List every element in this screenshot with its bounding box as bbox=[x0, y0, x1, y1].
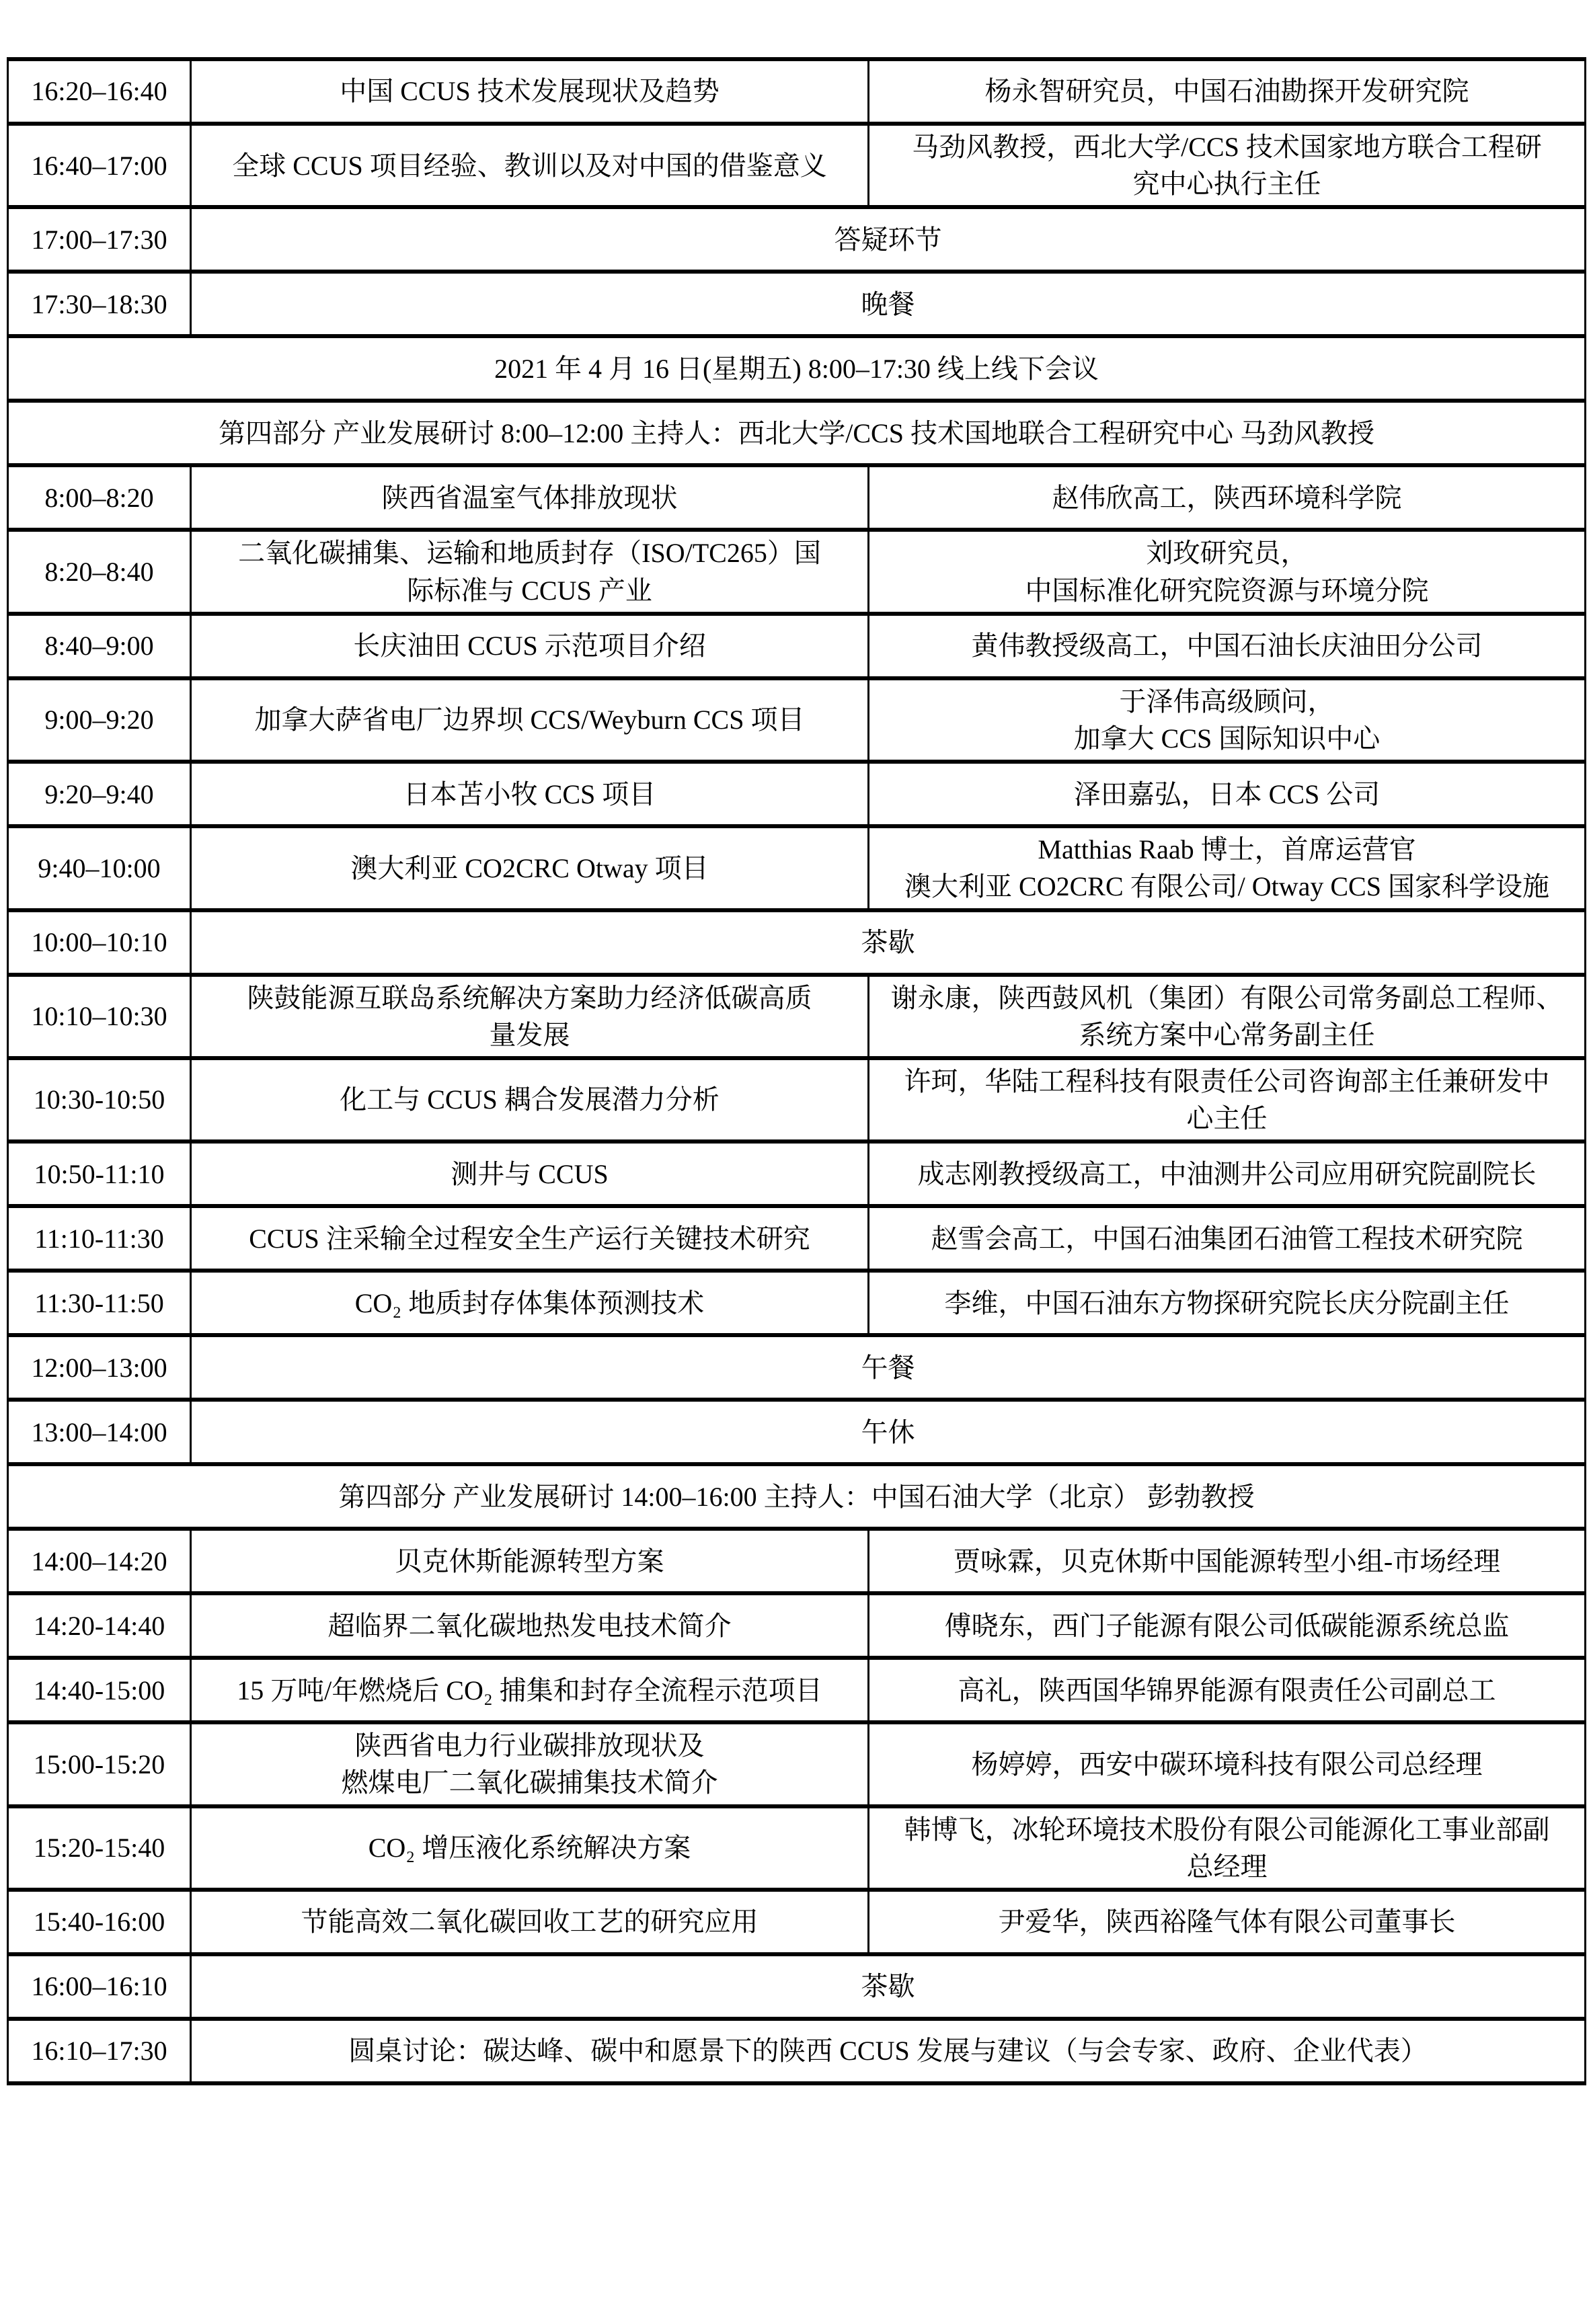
topic-cell bbox=[191, 1141, 869, 1206]
speaker-cell bbox=[869, 1058, 1586, 1141]
speaker-cell bbox=[869, 1206, 1586, 1271]
table-row bbox=[8, 910, 1586, 975]
cell-text-line: 晚餐 bbox=[861, 288, 915, 319]
table-row bbox=[8, 1335, 1586, 1400]
time-cell: 15:00-15:20 bbox=[8, 1722, 191, 1806]
cell-text-line: 李维，中国石油东方物探研究院长庆分院副主任 bbox=[944, 1287, 1510, 1318]
cell-text-line: CO₂ 地质封存体集体预测技术 bbox=[354, 1287, 705, 1318]
speaker-cell bbox=[869, 1890, 1586, 1954]
speaker-cell bbox=[869, 530, 1586, 613]
cell-text-line: 中国标准化研究院资源与环境分院 bbox=[1025, 575, 1429, 606]
time-cell: 16:20–16:40 bbox=[8, 59, 191, 124]
cell-text-line: Matthias Raab 博士，首席运营官 bbox=[1038, 834, 1416, 865]
table-row bbox=[8, 678, 1586, 762]
speaker-cell bbox=[869, 826, 1586, 910]
speaker-cell bbox=[869, 465, 1586, 530]
time-cell: 15:40-16:00 bbox=[8, 1890, 191, 1954]
cell-text-line: 韩博飞，冰轮环境技术股份有限公司能源化工事业部副 bbox=[904, 1814, 1550, 1845]
time-cell: 15:20-15:40 bbox=[8, 1806, 191, 1890]
topic-cell bbox=[191, 530, 869, 613]
cell-text-line: 圆桌讨论：碳达峰、碳中和愿景下的陕西 CCUS 发展与建议（与会专家、政府、企业代表） bbox=[348, 2036, 1428, 2067]
merged-label-cell bbox=[191, 1335, 1586, 1400]
cell-text-line: 答疑环节 bbox=[834, 224, 942, 255]
cell-text-line: 茶歇 bbox=[861, 926, 915, 957]
cell-text-line: 于泽伟高级顾问， bbox=[1119, 686, 1335, 717]
section-header-cell bbox=[8, 401, 1586, 465]
time-cell: 14:20-14:40 bbox=[8, 1593, 191, 1658]
table-row bbox=[8, 59, 1586, 124]
cell-text-line: 午休 bbox=[861, 1416, 915, 1447]
cell-text-line: 陕西省电力行业碳排放现状及 bbox=[354, 1730, 705, 1761]
speaker-cell bbox=[869, 762, 1586, 826]
cell-text-line: CO₂ 增压液化系统解决方案 bbox=[368, 1833, 691, 1864]
table-row bbox=[8, 1954, 1586, 2019]
topic-cell bbox=[191, 1806, 869, 1890]
table-row bbox=[8, 1806, 1586, 1890]
speaker-cell bbox=[869, 124, 1586, 207]
merged-label-cell bbox=[191, 1400, 1586, 1464]
cell-text-line: 测井与 CCUS bbox=[451, 1158, 609, 1189]
time-cell: 8:40–9:00 bbox=[8, 614, 191, 678]
time-cell: 17:00–17:30 bbox=[8, 207, 191, 272]
time-cell: 10:00–10:10 bbox=[8, 910, 191, 975]
topic-cell bbox=[191, 826, 869, 910]
cell-text-line: 澳大利亚 CO2CRC 有限公司/ Otway CCS 国家科学设施 bbox=[904, 871, 1549, 902]
table-row bbox=[8, 762, 1586, 826]
table-row bbox=[8, 530, 1586, 613]
table-row bbox=[8, 2019, 1586, 2083]
time-cell: 10:30-10:50 bbox=[8, 1058, 191, 1141]
cell-text-line: CCUS 注采输全过程安全生产运行关键技术研究 bbox=[249, 1223, 810, 1254]
merged-label-cell bbox=[191, 910, 1586, 975]
table-row bbox=[8, 1890, 1586, 1954]
time-cell: 13:00–14:00 bbox=[8, 1400, 191, 1464]
cell-text-line: 二氧化碳捕集、运输和地质封存（ISO/TC265）国 bbox=[238, 538, 821, 569]
cell-text-line: 第四部分 产业发展研讨 14:00–16:00 主持人：中国石油大学（北京） 彭勃教授 bbox=[338, 1481, 1255, 1512]
cell-text-line: 量发展 bbox=[489, 1019, 570, 1050]
topic-cell bbox=[191, 465, 869, 530]
table-row bbox=[8, 1658, 1586, 1722]
topic-cell bbox=[191, 614, 869, 678]
cell-text-line: 究中心执行主任 bbox=[1132, 169, 1321, 200]
cell-text-line: 陕西省温室气体排放现状 bbox=[381, 482, 678, 513]
cell-text-line: 日本苫小牧 CCS 项目 bbox=[403, 778, 656, 809]
topic-cell bbox=[191, 762, 869, 826]
cell-text-line: 际标准与 CCUS 产业 bbox=[407, 575, 652, 606]
table-row bbox=[8, 975, 1586, 1058]
cell-text-line: 澳大利亚 CO2CRC Otway 项目 bbox=[350, 852, 709, 883]
speaker-cell bbox=[869, 1593, 1586, 1658]
merged-label-cell bbox=[191, 207, 1586, 272]
cell-text-line: 总经理 bbox=[1186, 1851, 1268, 1882]
cell-text-line: 午餐 bbox=[861, 1352, 915, 1383]
cell-text-line: 泽田嘉弘，日本 CCS 公司 bbox=[1073, 778, 1381, 809]
speaker-cell bbox=[869, 1141, 1586, 1206]
cell-text-line: 许珂，华陆工程科技有限责任公司咨询部主任兼研发中 bbox=[904, 1066, 1550, 1096]
cell-text-line: 尹爱华，陕西裕隆气体有限公司董事长 bbox=[998, 1907, 1456, 1937]
table-row bbox=[8, 401, 1586, 465]
time-cell: 16:00–16:10 bbox=[8, 1954, 191, 2019]
time-cell: 9:00–9:20 bbox=[8, 678, 191, 762]
schedule-table-body bbox=[8, 59, 1586, 2083]
time-cell: 8:20–8:40 bbox=[8, 530, 191, 613]
table-row bbox=[8, 336, 1586, 401]
table-row bbox=[8, 1593, 1586, 1658]
cell-text-line: 赵雪会高工，中国石油集团石油管工程技术研究院 bbox=[931, 1223, 1523, 1254]
time-cell: 16:10–17:30 bbox=[8, 2019, 191, 2083]
cell-text-line: 第四部分 产业发展研讨 8:00–12:00 主持人：西北大学/CCS 技术国地联合工程研究中心 马劲风教授 bbox=[219, 417, 1374, 448]
time-cell: 16:40–17:00 bbox=[8, 124, 191, 207]
speaker-cell bbox=[869, 59, 1586, 124]
speaker-cell bbox=[869, 678, 1586, 762]
cell-text-line: 谢永康，陕西鼓风机（集团）有限公司常务副总工程师、 bbox=[890, 982, 1563, 1013]
section-header-cell bbox=[8, 336, 1586, 401]
cell-text-line: 傅晓东，西门子能源有限公司低碳能源系统总监 bbox=[944, 1610, 1510, 1641]
cell-text-line: 系统方案中心常务副主任 bbox=[1079, 1019, 1375, 1050]
topic-cell bbox=[191, 975, 869, 1058]
cell-text-line: 心主任 bbox=[1186, 1103, 1268, 1134]
time-cell: 9:40–10:00 bbox=[8, 826, 191, 910]
cell-text-line: 长庆油田 CCUS 示范项目介绍 bbox=[353, 631, 706, 662]
table-row bbox=[8, 465, 1586, 530]
cell-text-line: 杨婷婷，西安中碳环境科技有限公司总经理 bbox=[971, 1749, 1483, 1779]
cell-text-line: 节能高效二氧化碳回收工艺的研究应用 bbox=[301, 1907, 759, 1937]
topic-cell bbox=[191, 1722, 869, 1806]
table-row bbox=[8, 1058, 1586, 1141]
table-row bbox=[8, 1271, 1586, 1335]
time-cell: 14:40-15:00 bbox=[8, 1658, 191, 1722]
speaker-cell bbox=[869, 1271, 1586, 1335]
speaker-cell bbox=[869, 1529, 1586, 1593]
cell-text-line: 贝克休斯能源转型方案 bbox=[395, 1546, 664, 1576]
table-row bbox=[8, 1141, 1586, 1206]
topic-cell bbox=[191, 1593, 869, 1658]
table-row bbox=[8, 826, 1586, 910]
topic-cell bbox=[191, 59, 869, 124]
cell-text-line: 陕鼓能源互联岛系统解决方案助力经济低碳高质 bbox=[247, 982, 812, 1013]
cell-text-line: 化工与 CCUS 耦合发展潜力分析 bbox=[340, 1084, 720, 1115]
table-row bbox=[8, 1400, 1586, 1464]
speaker-cell bbox=[869, 975, 1586, 1058]
table-row bbox=[8, 124, 1586, 207]
topic-cell bbox=[191, 1058, 869, 1141]
time-cell: 9:20–9:40 bbox=[8, 762, 191, 826]
section-header-cell bbox=[8, 1464, 1586, 1529]
merged-label-cell bbox=[191, 1954, 1586, 2019]
cell-text-line: 高礼，陕西国华锦界能源有限责任公司副总工 bbox=[958, 1675, 1496, 1706]
cell-text-line: 茶歇 bbox=[861, 1971, 915, 2002]
cell-text-line: 燃煤电厂二氧化碳捕集技术简介 bbox=[341, 1767, 718, 1798]
cell-text-line: 刘玫研究员， bbox=[1146, 538, 1308, 569]
topic-cell bbox=[191, 1271, 869, 1335]
cell-text-line: 马劲风教授，西北大学/CCS 技术国家地方联合工程研 bbox=[912, 132, 1542, 162]
cell-text-line: 成志刚教授级高工，中油测井公司应用研究院副院长 bbox=[917, 1158, 1537, 1189]
cell-text-line: 加拿大 CCS 国际知识中心 bbox=[1073, 723, 1381, 754]
speaker-cell bbox=[869, 614, 1586, 678]
cell-text-line: 赵伟欣高工，陕西环境科学院 bbox=[1052, 482, 1402, 513]
table-row bbox=[8, 614, 1586, 678]
time-cell: 17:30–18:30 bbox=[8, 272, 191, 336]
cell-text-line: 2021 年 4 月 16 日(星期五) 8:00–17:30 线上线下会议 bbox=[494, 353, 1099, 384]
time-cell: 8:00–8:20 bbox=[8, 465, 191, 530]
table-row bbox=[8, 1529, 1586, 1593]
cell-text-line: 全球 CCUS 项目经验、教训以及对中国的借鉴意义 bbox=[232, 150, 827, 181]
time-cell: 11:10-11:30 bbox=[8, 1206, 191, 1271]
topic-cell bbox=[191, 678, 869, 762]
cell-text-line: 贾咏霖，贝克休斯中国能源转型小组-市场经理 bbox=[953, 1546, 1501, 1576]
topic-cell bbox=[191, 1529, 869, 1593]
time-cell: 10:50-11:10 bbox=[8, 1141, 191, 1206]
time-cell: 11:30-11:50 bbox=[8, 1271, 191, 1335]
cell-text-line: 超临界二氧化碳地热发电技术简介 bbox=[327, 1610, 732, 1641]
merged-label-cell bbox=[191, 2019, 1586, 2083]
topic-cell bbox=[191, 1890, 869, 1954]
cell-text-line: 15 万吨/年燃烧后 CO₂ 捕集和封存全流程示范项目 bbox=[237, 1675, 822, 1706]
time-cell: 12:00–13:00 bbox=[8, 1335, 191, 1400]
cell-text-line: 加拿大萨省电厂边界坝 CCS/Weyburn CCS 项目 bbox=[254, 705, 805, 735]
topic-cell bbox=[191, 124, 869, 207]
table-row bbox=[8, 1464, 1586, 1529]
cell-text-line: 黄伟教授级高工，中国石油长庆油田分公司 bbox=[971, 631, 1483, 662]
topic-cell bbox=[191, 1206, 869, 1271]
speaker-cell bbox=[869, 1806, 1586, 1890]
table-row bbox=[8, 207, 1586, 272]
table-row bbox=[8, 1206, 1586, 1271]
time-cell: 10:10–10:30 bbox=[8, 975, 191, 1058]
cell-text-line: 杨永智研究员，中国石油勘探开发研究院 bbox=[984, 76, 1469, 107]
table-row bbox=[8, 1722, 1586, 1806]
speaker-cell bbox=[869, 1722, 1586, 1806]
topic-cell bbox=[191, 1658, 869, 1722]
schedule-table bbox=[7, 57, 1586, 2085]
speaker-cell bbox=[869, 1658, 1586, 1722]
merged-label-cell bbox=[191, 272, 1586, 336]
table-row bbox=[8, 272, 1586, 336]
time-cell: 14:00–14:20 bbox=[8, 1529, 191, 1593]
cell-text-line: 中国 CCUS 技术发展现状及趋势 bbox=[340, 76, 720, 107]
